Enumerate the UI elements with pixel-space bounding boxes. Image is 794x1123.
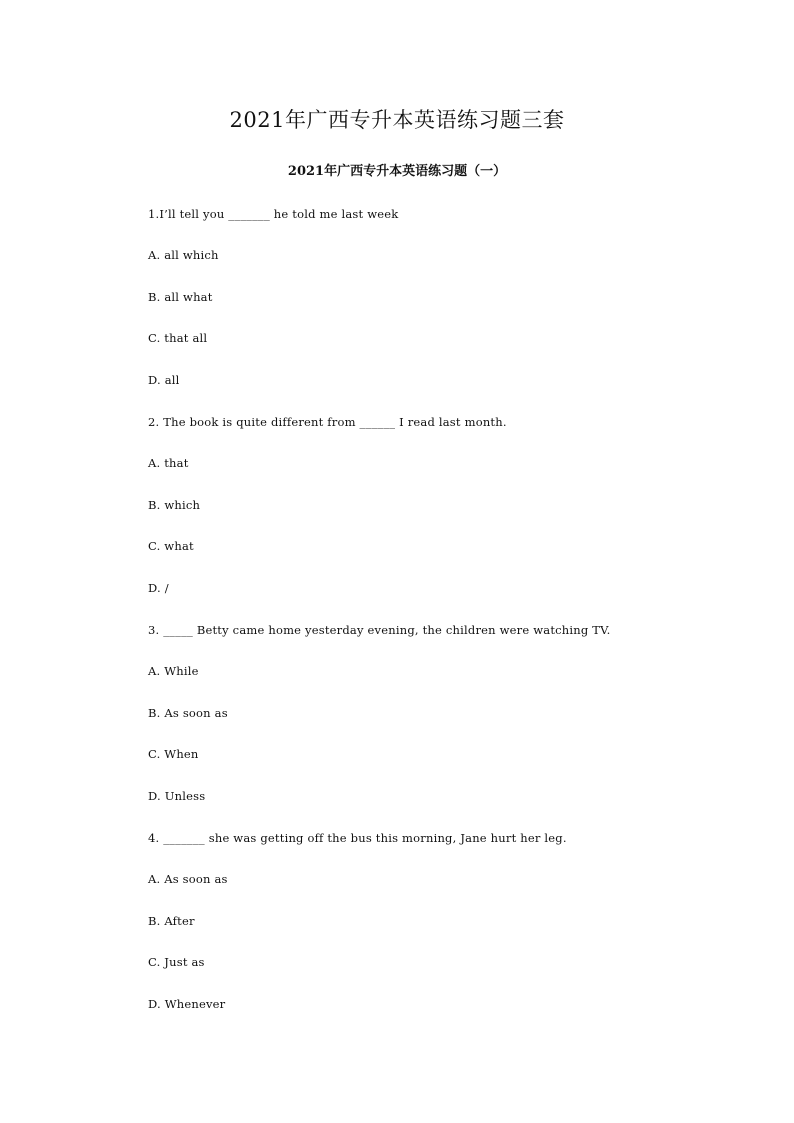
question-3-option-a: A. While [148, 664, 199, 678]
question-2-stem: 2. The book is quite different from ______ I read last month. [148, 415, 507, 429]
question-4-option-b: B. After [148, 914, 195, 928]
question-2-option-a: A. that [148, 456, 189, 470]
question-3-option-d: D. Unless [148, 789, 206, 803]
document-subtitle: 2021年广西专升本英语练习题（一） [287, 164, 507, 179]
question-2-option-b: B. which [148, 498, 201, 512]
question-1-option-a: A. all which [148, 248, 219, 262]
document-title: 2021年广西专升本英语练习题三套 [229, 108, 565, 132]
question-2-option-d: D. / [148, 581, 169, 595]
question-2-option-c: C. what [148, 539, 194, 553]
question-1-option-b: B. all what [148, 290, 213, 304]
question-4-option-c: C. Just as [148, 955, 205, 969]
question-4-option-a: A. As soon as [148, 872, 228, 886]
question-3-option-c: C. When [148, 747, 199, 761]
question-1-option-c: C. that all [148, 331, 208, 345]
question-4-option-d: D. Whenever [148, 997, 226, 1011]
question-4-stem: 4. _______ she was getting off the bus this morning, Jane hurt her leg. [148, 831, 567, 845]
question-3-option-b: B. As soon as [148, 706, 228, 720]
question-3-stem: 3. _____ Betty came home yesterday evening, the children were watching TV. [148, 623, 611, 637]
question-1-option-d: D. all [148, 373, 180, 387]
question-1-stem: 1.I’ll tell you _______ he told me last week [148, 207, 399, 221]
